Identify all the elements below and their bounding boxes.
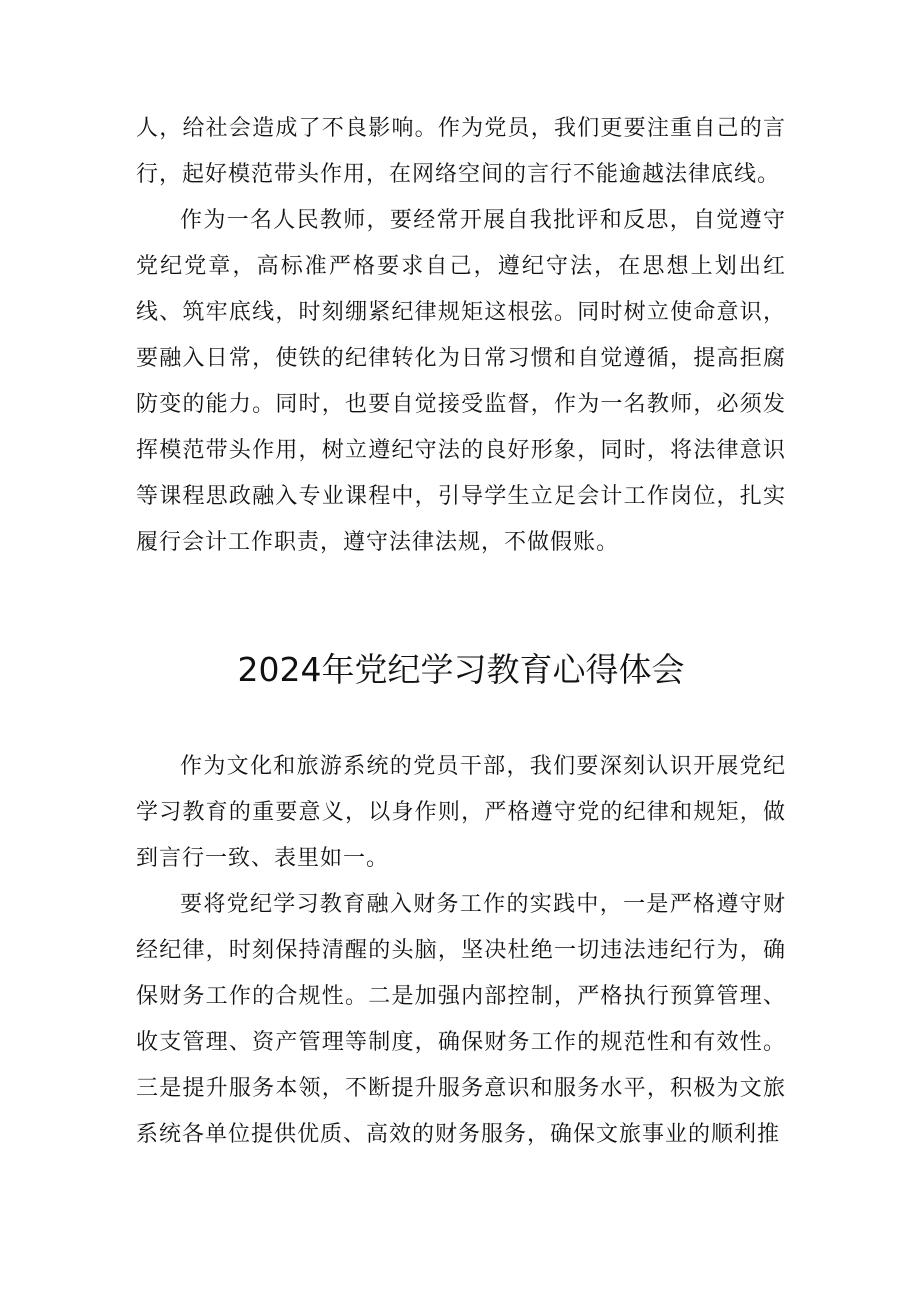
paragraph-intro: 作为文化和旅游系统的党员干部，我们要深刻认识开展党纪学习教育的重要意义，以身作则，严格遵守党的纪律和规矩，做到言行一致、表里如一。 (136, 754, 786, 871)
document-title: 2024年党纪学习教育心得体会 (237, 650, 685, 689)
section-previous (136, 106, 786, 566)
paragraph-teacher: 作为一名人民教师，要经常开展自我批评和反思，自觉遵守党纪党章，高标准严格要求自己，遵纪守法，在思想上划出红线、筑牢底线，时刻绷紧纪律规矩这根弦。同时树立使命意识，要融入日常，使铁的纪律转化为日常习惯和自觉遵循，提高拒腐防变的能力。同时，也要自觉接受监督，作为一名教师，必须发挥模范带头作用，树立遵纪守法的良好形象，同时，将法律意识等课程思政融入专业课程中，引导学生立足会计工作岗位，扎实履行会计工作职责，遵守法律法规，不做假账。 (136, 208, 786, 555)
paragraph-continuation: 人，给社会造成了不良影响。作为党员，我们更要注重自己的言行，起好模范带头作用，在网络空间的言行不能逾越法律底线。 (136, 116, 786, 187)
section-main (136, 744, 786, 1158)
paragraph-finance: 要将党纪学习教育融入财务工作的实践中，一是严格遵守财经纪律，时刻保持清醒的头脑，坚决杜绝一切违法违纪行为，确保财务工作的合规性。二是加强内部控制，严格执行预算管理、收支管理、资产管理等制度，确保财务工作的规范性和有效性。三是提升服务本领，不断提升服务意识和服务水平，积极为文旅系统各单位提供优质、高效的财务服务，确保文旅事业的顺利推 (136, 892, 786, 1147)
